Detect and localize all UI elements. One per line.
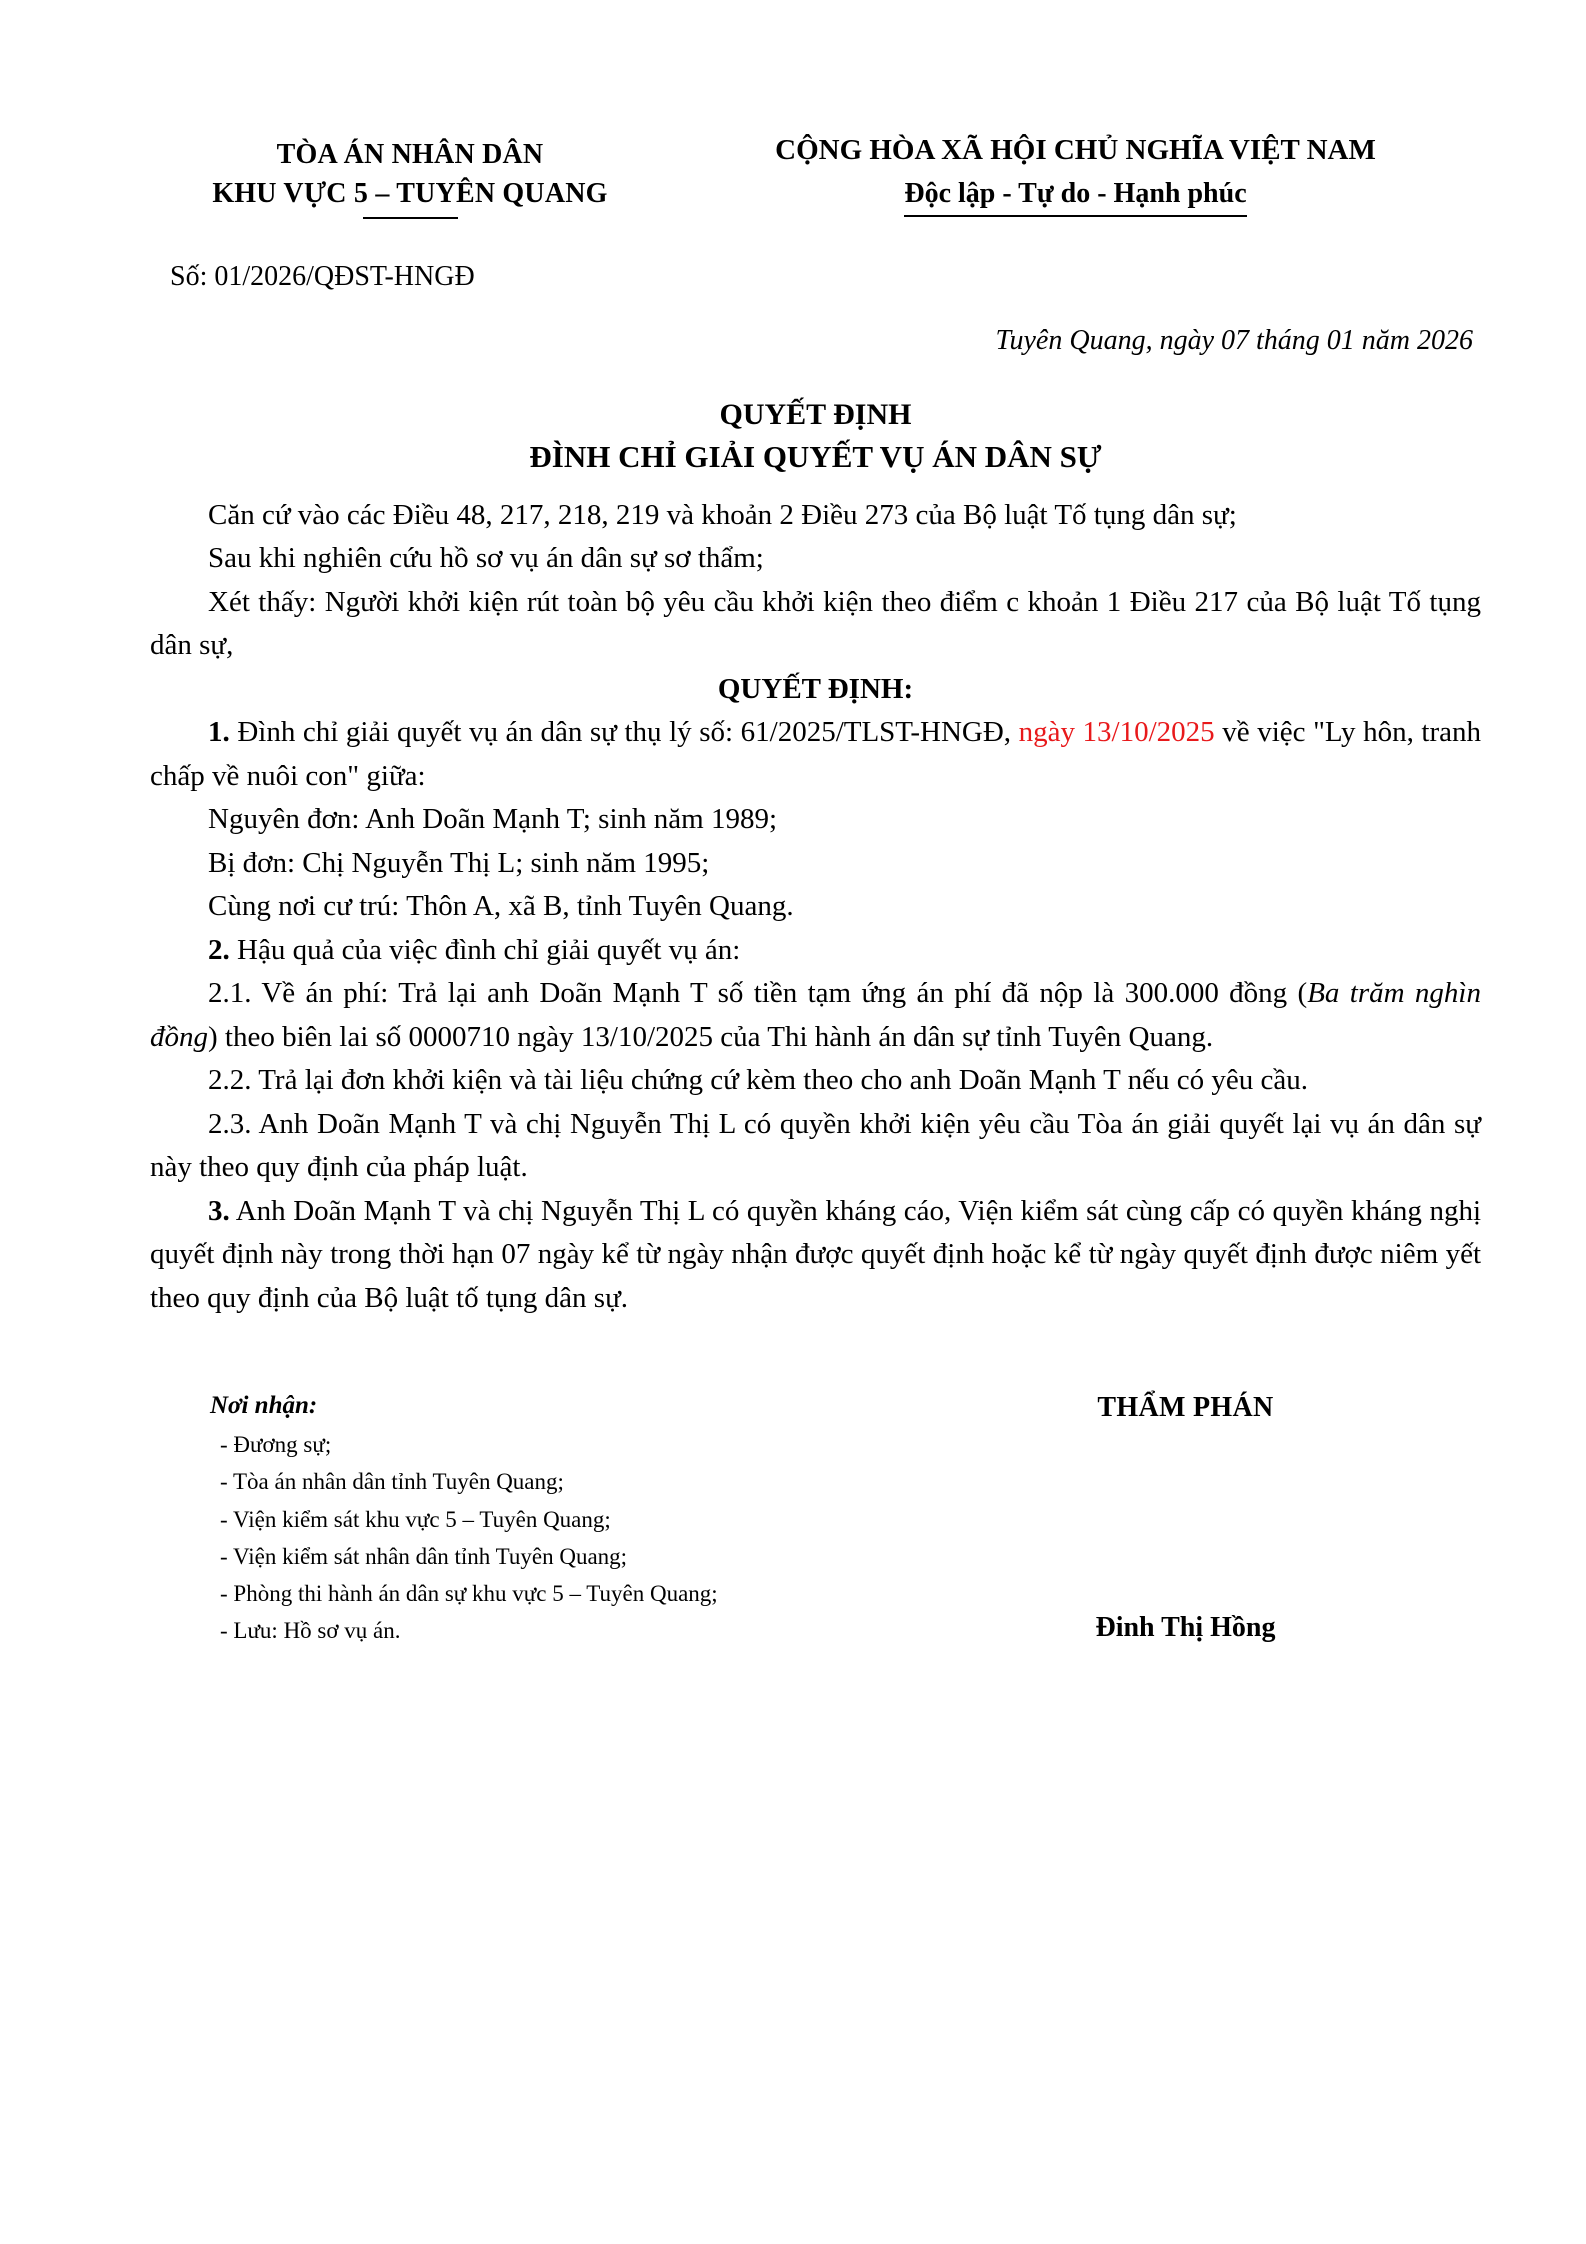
decision-item-3 — [150, 1190, 1481, 1321]
preamble-paragraph-3: Xét thấy: Người khởi kiện rút toàn bộ yêu cầu khởi kiện theo điểm c khoản 1 Điều 217 của Bộ luật Tố tụng dân sự, — [150, 585, 1481, 662]
document-body — [150, 494, 1481, 1321]
court-block — [150, 130, 670, 219]
decision-item-2-2: 2.2. Trả lại đơn khởi kiện và tài liệu chứng cứ kèm theo cho anh Doãn Mạnh T nếu có yêu cầu. — [208, 1064, 1308, 1097]
decision-item-2-1-part-a: 2.1. Về án phí: Trả lại anh Doãn Mạnh T số tiền tạm ứng án phí đã nộp là 300.000 đồng ( — [208, 977, 1308, 1010]
document-title-block — [150, 395, 1481, 477]
list-item: - Viện kiểm sát khu vực 5 – Tuyên Quang; — [220, 1506, 611, 1532]
decision-item-1 — [150, 711, 1481, 798]
list-item: - Tòa án nhân dân tỉnh Tuyên Quang; — [220, 1469, 564, 1495]
court-underline-rule — [363, 217, 458, 219]
list-item: - Phòng thi hành án dân sự khu vực 5 – Tuyên Quang; — [220, 1581, 718, 1607]
court-name-line1: TÒA ÁN NHÂN DÂN — [276, 139, 544, 170]
list-item: - Viện kiểm sát nhân dân tỉnh Tuyên Quang; — [220, 1543, 628, 1569]
national-motto: Độc lập - Tự do - Hạnh phúc — [904, 174, 1246, 217]
signer-role: THẨM PHÁN — [1097, 1392, 1274, 1424]
decision-item-1-text: Đình chỉ giải quyết vụ án dân sự thụ lý số: 61/2025/TLST-HNGĐ, — [229, 716, 1012, 749]
document-title-line2: ĐÌNH CHỈ GIẢI QUYẾT VỤ ÁN DÂN SỰ — [529, 438, 1102, 474]
recipients-list — [210, 1426, 930, 1650]
document-number: Số: 01/2026/QĐST-HNGĐ — [170, 261, 475, 293]
decision-item-2-1-amount-words: Ba trăm nghìn đồng — [150, 977, 1481, 1053]
decision-item-2-3: 2.3. Anh Doãn Mạnh T và chị Nguyễn Thị L có quyền khởi kiện yêu cầu Tòa án giải quyết lại vụ án dân sự này theo quy định của pháp luật. — [150, 1107, 1481, 1184]
decision-item-1-tail: về việc "Ly hôn, tranh chấp về nuôi con" giữa: — [150, 716, 1481, 792]
decision-item-2-1 — [150, 972, 1481, 1059]
court-name-line2: KHU VỰC 5 – TUYÊN QUANG — [212, 177, 608, 209]
residence-line: Cùng nơi cư trú: Thôn A, xã B, tỉnh Tuyên Quang. — [208, 890, 794, 923]
national-heading-block — [670, 130, 1481, 217]
signature-block — [930, 1392, 1481, 1644]
preamble-paragraph-2: Sau khi nghiên cứu hồ sơ vụ án dân sự sơ thẩm; — [208, 542, 764, 575]
list-item: - Lưu: Hồ sơ vụ án. — [220, 1618, 401, 1644]
decision-heading: QUYẾT ĐỊNH: — [717, 672, 914, 705]
decision-item-1-date: ngày 13/10/2025 — [1011, 716, 1215, 749]
list-item: - Đương sự; — [220, 1432, 332, 1458]
decision-item-2-1-part-b: ) theo biên lai số 0000710 ngày 13/10/2025 của Thi hành án dân sự tỉnh Tuyên Quang. — [208, 1020, 1214, 1053]
recipients-block — [150, 1392, 930, 1650]
document-footer — [150, 1392, 1481, 1650]
document-header — [150, 130, 1481, 219]
signer-name: Đinh Thị Hồng — [1095, 1612, 1276, 1644]
recipients-title: Nơi nhận: — [210, 1392, 318, 1420]
place-and-date: Tuyên Quang, ngày 07 tháng 01 năm 2026 — [995, 325, 1473, 357]
decision-item-1-number: 1. — [208, 716, 230, 749]
decision-item-2-number: 2. — [208, 933, 230, 966]
national-title: CỘNG HÒA XÃ HỘI CHỦ NGHĨA VIỆT NAM — [775, 134, 1376, 166]
decision-item-3-number: 3. — [208, 1194, 230, 1227]
defendant-line: Bị đơn: Chị Nguyễn Thị L; sinh năm 1995; — [208, 846, 710, 879]
decision-item-2 — [150, 929, 1481, 973]
preamble-paragraph-1: Căn cứ vào các Điều 48, 217, 218, 219 và khoản 2 Điều 273 của Bộ luật Tố tụng dân sự; — [208, 498, 1237, 531]
plaintiff-line: Nguyên đơn: Anh Doãn Mạnh T; sinh năm 1989; — [208, 803, 777, 836]
decision-item-3-text: Anh Doãn Mạnh T và chị Nguyễn Thị L có quyền kháng cáo, Viện kiểm sát cùng cấp có quyền kháng nghị quyết định này trong thời hạn 07 ngày kể từ ngày nhận được quyết định hoặc kể từ ngày quyết định được niêm yết theo quy định của Bộ luật tố tụng dân sự. — [150, 1194, 1481, 1314]
document-title-line1: QUYẾT ĐỊNH — [719, 398, 912, 432]
decision-item-2-text: Hậu quả của việc đình chỉ giải quyết vụ án: — [229, 933, 741, 966]
